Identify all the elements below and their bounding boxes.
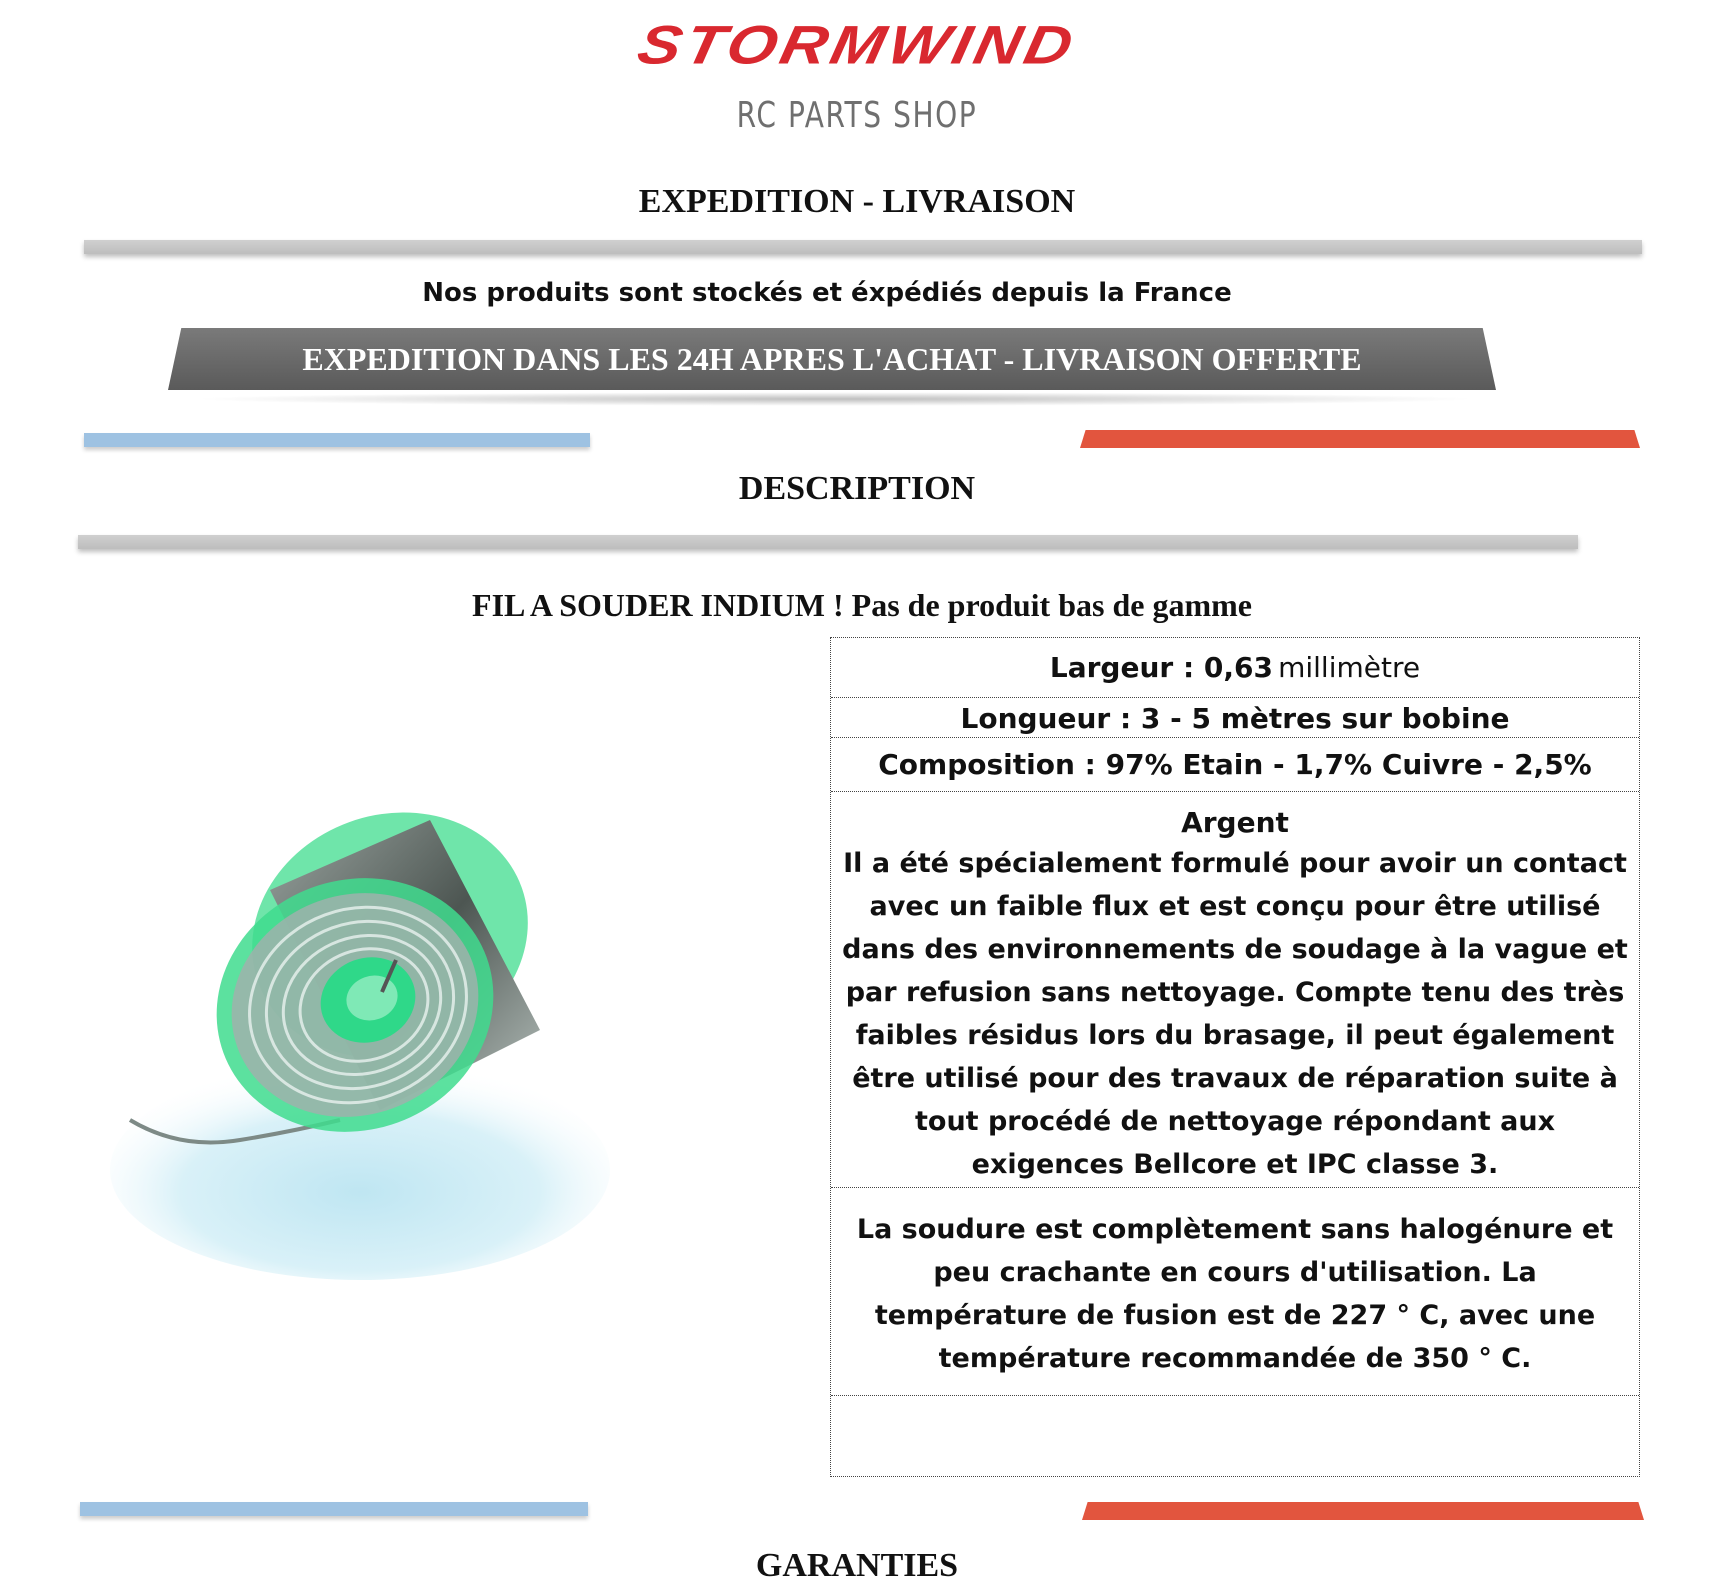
product-title: FIL A SOUDER INDIUM ! Pas de produit bas de gamme <box>472 587 1252 623</box>
brand-name: STORMWIND <box>632 14 1082 76</box>
accent-bar-red <box>1082 1502 1644 1520</box>
spec-table <box>830 637 1640 1477</box>
spec-row-composition <box>831 738 1639 839</box>
spec-row-length <box>831 698 1639 738</box>
guarantees-heading: GARANTIES <box>755 1547 959 1584</box>
spec-row-paragraph-1 <box>831 792 1639 1188</box>
width-value: Largeur : 0,63 <box>1049 651 1273 684</box>
shipping-banner-text: EXPEDITION DANS LES 24H APRES L'ACHAT - LIVRAISON OFFERTE <box>302 341 1362 377</box>
divider <box>84 240 1642 254</box>
accent-bar-blue <box>84 433 590 447</box>
accent-bar-blue <box>80 1502 588 1516</box>
brand-tagline: RC PARTS SHOP <box>736 95 978 136</box>
divider <box>78 535 1578 549</box>
description-heading: DESCRIPTION <box>738 470 976 507</box>
spec-row-width <box>831 638 1639 698</box>
description-paragraph-1: Il a été spécialement formulé pour avoir un contact avec un faible flux et est conçu pour être utilisé dans des environnements de soudage à la vague et par refusion sans nettoyage. Compte tenu des très faibles résidus lors du brasage, il peut également être utilisé pour des travaux de réparation suite à tout procédé de nettoyage répondant aux exigences Bellcore et IPC classe 3. <box>842 848 1628 1180</box>
spec-row-empty <box>831 1396 1639 1476</box>
length-value: Longueur : 3 - 5 mètres sur bobine <box>960 702 1510 735</box>
accent-bar-red <box>1080 430 1640 448</box>
width-unit: millimètre <box>1278 651 1421 684</box>
stock-note: Nos produits sont stockés et éxpédiés depuis la France <box>422 278 1232 308</box>
description-paragraph-2: La soudure est complètement sans halogénure et peu crachante en cours d'utilisation. La température de fusion est de 227 ° C, avec une température recommandée de 350 ° C. <box>856 1214 1614 1374</box>
banner-shadow <box>190 392 1480 406</box>
spec-row-paragraph-2 <box>831 1188 1639 1396</box>
shipping-heading: EXPEDITION - LIVRAISON <box>638 183 1076 220</box>
brand-logo <box>0 10 1714 80</box>
product-image <box>100 760 640 1300</box>
composition-value: Composition : 97% Etain - 1,7% Cuivre - 2,5% Argent <box>878 748 1592 839</box>
